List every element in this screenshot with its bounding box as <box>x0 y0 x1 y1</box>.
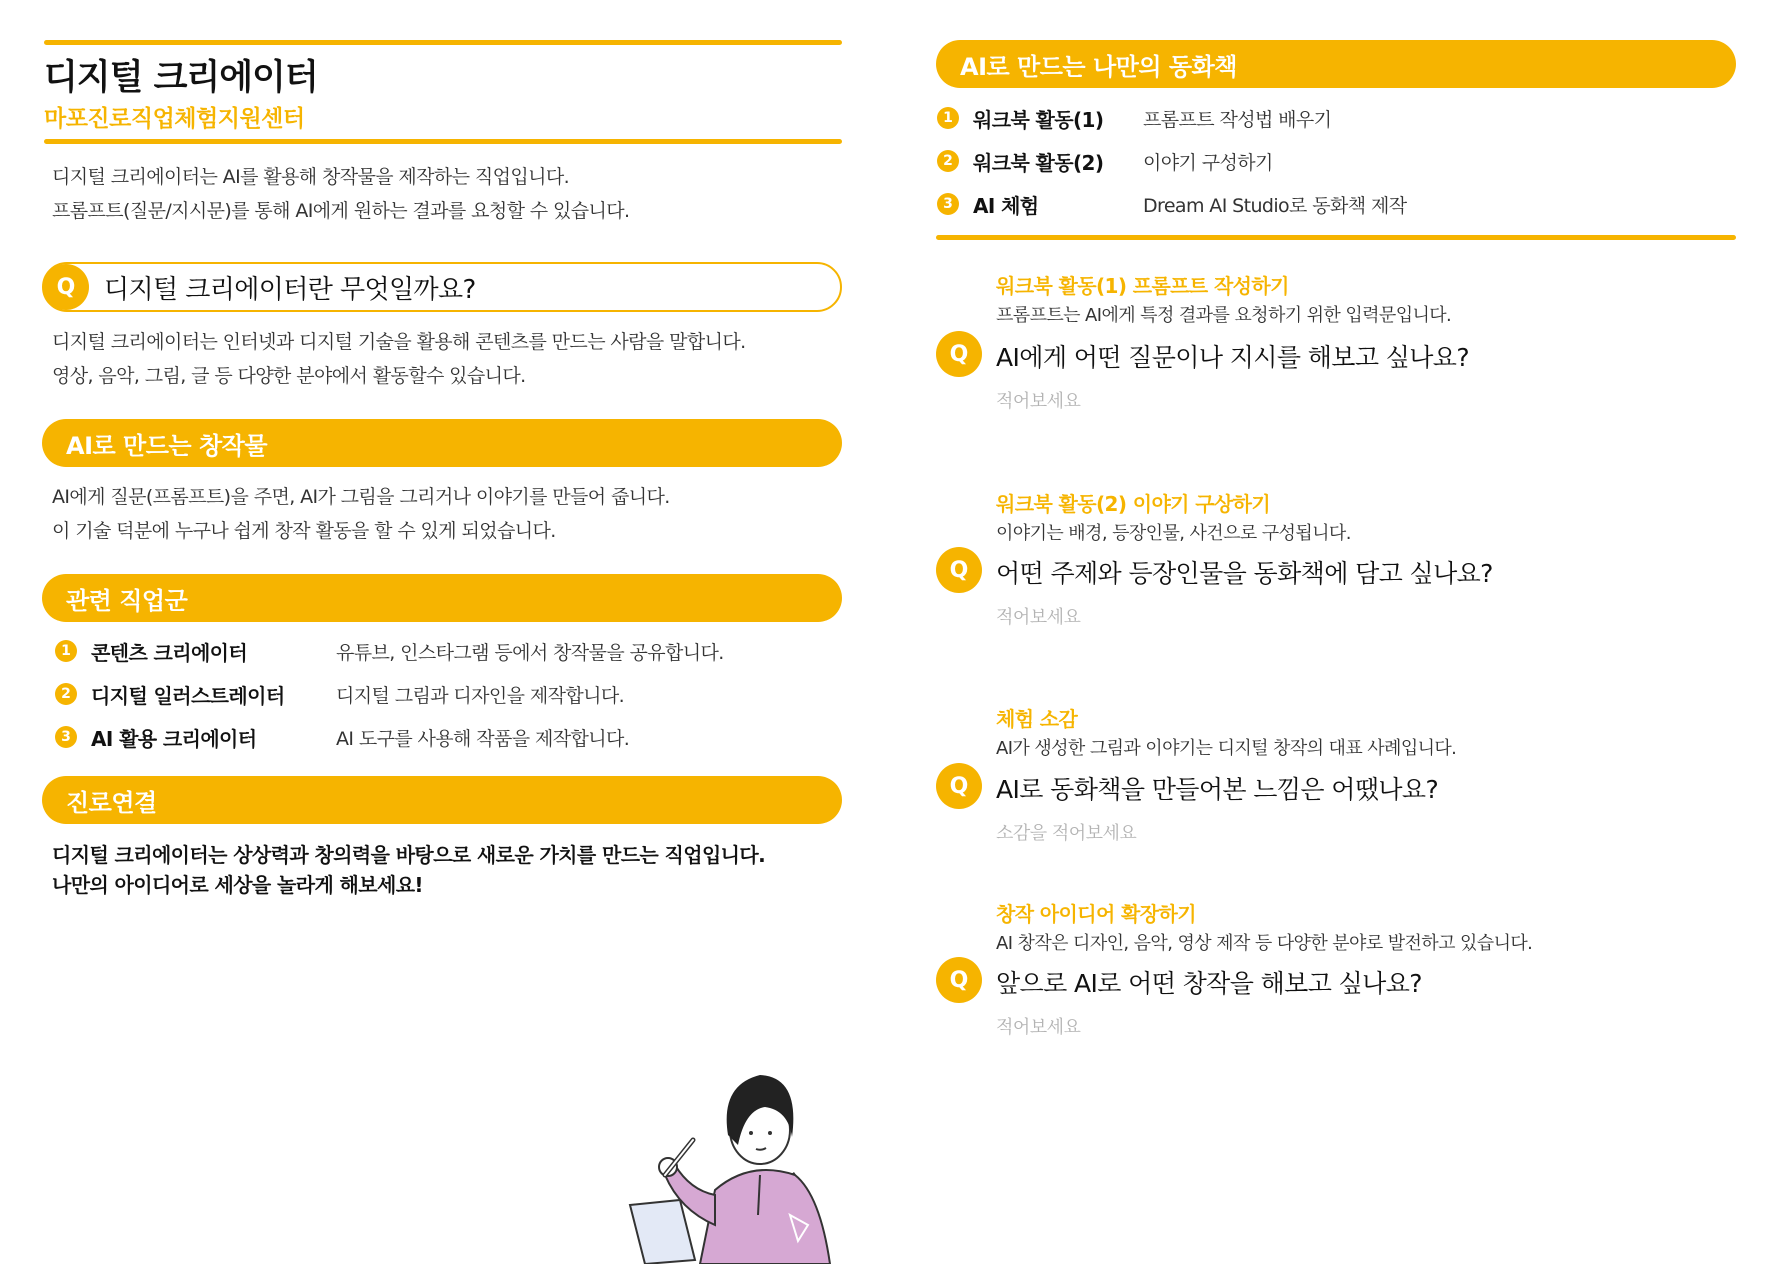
q-badge: Q <box>936 547 982 593</box>
workbook-question: AI로 동화책을 만들어본 느낌은 어땠나요? <box>996 775 1439 804</box>
q-badge: Q <box>936 331 982 377</box>
storybook-desc: 이야기 구성하기 <box>1143 152 1273 174</box>
workbook-question: 어떤 주제와 등장인물을 동화책에 담고 싶나요? <box>996 559 1493 588</box>
workbook-desc: AI가 생성한 그림과 이야기는 디지털 창작의 대표 사례입니다. <box>996 738 1457 759</box>
section-heading-ai-creations <box>42 419 842 467</box>
main-answer-line-1: 디지털 크리에이터는 인터넷과 디지털 기술을 활용해 콘텐츠를 만드는 사람을 말합니다. <box>52 331 746 353</box>
section-heading-career <box>42 776 842 824</box>
number-badge: 2 <box>937 150 959 172</box>
workbook-heading: 체험 소감 <box>996 707 1078 731</box>
workbook-desc: AI 창작은 디자인, 음악, 영상 제작 등 다양한 분야로 발전하고 있습니다. <box>996 933 1533 954</box>
main-question: 디지털 크리에이터란 무엇일까요? <box>104 275 476 305</box>
workbook-question: AI에게 어떤 질문이나 지시를 해보고 싶나요? <box>996 343 1470 372</box>
workbook-desc: 프롬프트는 AI에게 특정 결과를 요청하기 위한 입력문입니다. <box>996 305 1452 326</box>
number-badge: 2 <box>55 683 77 705</box>
section-heading-related-jobs <box>42 574 842 622</box>
ai-creations-text <box>52 480 670 548</box>
section-heading-label: 관련 직업군 <box>66 586 188 615</box>
section-heading-label: 진로연결 <box>66 788 157 817</box>
section-heading-storybook <box>936 40 1736 88</box>
q-badge: Q <box>936 763 982 809</box>
answer-placeholder[interactable]: 적어보세요 <box>996 391 1081 412</box>
student-illustration <box>620 1065 870 1264</box>
number-badge: 3 <box>55 726 77 748</box>
workbook-desc: 이야기는 배경, 등장인물, 사건으로 구성됩니다. <box>996 523 1351 544</box>
career-line-1: 디지털 크리에이터는 상상력과 창의력을 바탕으로 새로운 가치를 만드는 직업입니다. <box>52 843 766 867</box>
job-label: 콘텐츠 크리에이터 <box>91 641 248 665</box>
q-badge: Q <box>936 957 982 1003</box>
title-rule <box>44 139 842 144</box>
top-rule <box>44 40 842 45</box>
main-answer-line-2: 영상, 음악, 그림, 글 등 다양한 분야에서 활동할수 있습니다. <box>52 365 526 387</box>
section-heading-label: AI로 만드는 나만의 동화책 <box>960 52 1237 81</box>
intro-text <box>52 160 629 228</box>
storybook-rule <box>936 235 1736 240</box>
career-text <box>52 840 765 900</box>
q-badge: Q <box>43 264 89 310</box>
ai-creations-line-2: 이 기술 덕분에 누구나 쉽게 창작 활동을 할 수 있게 되었습니다. <box>52 520 556 542</box>
job-desc: AI 도구를 사용해 작품을 제작합니다. <box>336 728 630 750</box>
number-badge: 3 <box>937 193 959 215</box>
answer-placeholder[interactable]: 적어보세요 <box>996 1017 1081 1038</box>
main-answer <box>52 325 746 393</box>
section-heading-label: AI로 만드는 창작물 <box>66 431 268 460</box>
job-desc: 디지털 그림과 디자인을 제작합니다. <box>336 685 625 707</box>
number-badge: 1 <box>937 107 959 129</box>
intro-line-2: 프롬프트(질문/지시문)를 통해 AI에게 원하는 결과를 요청할 수 있습니다. <box>52 200 630 222</box>
job-label: 디지털 일러스트레이터 <box>91 684 285 708</box>
answer-placeholder[interactable]: 소감을 적어보세요 <box>996 823 1137 844</box>
workbook-heading: 창작 아이디어 확장하기 <box>996 902 1196 926</box>
page-title: 디지털 크리에이터 <box>44 58 318 98</box>
job-label: AI 활용 크리에이터 <box>91 727 257 751</box>
tablet-icon <box>630 1200 695 1264</box>
intro-line-1: 디지털 크리에이터는 AI를 활용해 창작물을 제작하는 직업입니다. <box>52 166 570 188</box>
storybook-label: 워크북 활동(1) <box>973 108 1104 132</box>
storybook-desc: 프롬프트 작성법 배우기 <box>1143 109 1332 131</box>
answer-placeholder[interactable]: 적어보세요 <box>996 607 1081 628</box>
job-desc: 유튜브, 인스타그램 등에서 창작물을 공유합니다. <box>336 642 724 664</box>
workbook-heading: 워크북 활동(1) 프롬프트 작성하기 <box>996 274 1289 298</box>
page-subtitle: 마포진로직업체험지원센터 <box>44 106 305 132</box>
career-line-2: 나만의 아이디어로 세상을 놀라게 해보세요! <box>52 873 423 897</box>
number-badge: 1 <box>55 640 77 662</box>
storybook-desc: Dream AI Studio로 동화책 제작 <box>1143 195 1407 217</box>
workbook-heading: 워크북 활동(2) 이야기 구상하기 <box>996 492 1271 516</box>
workbook-question: 앞으로 AI로 어떤 창작을 해보고 싶나요? <box>996 969 1422 998</box>
storybook-label: AI 체험 <box>973 194 1039 218</box>
storybook-label: 워크북 활동(2) <box>973 151 1104 175</box>
ai-creations-line-1: AI에게 질문(프롬프트)을 주면, AI가 그림을 그리거나 이야기를 만들어 줍니다. <box>52 486 670 508</box>
